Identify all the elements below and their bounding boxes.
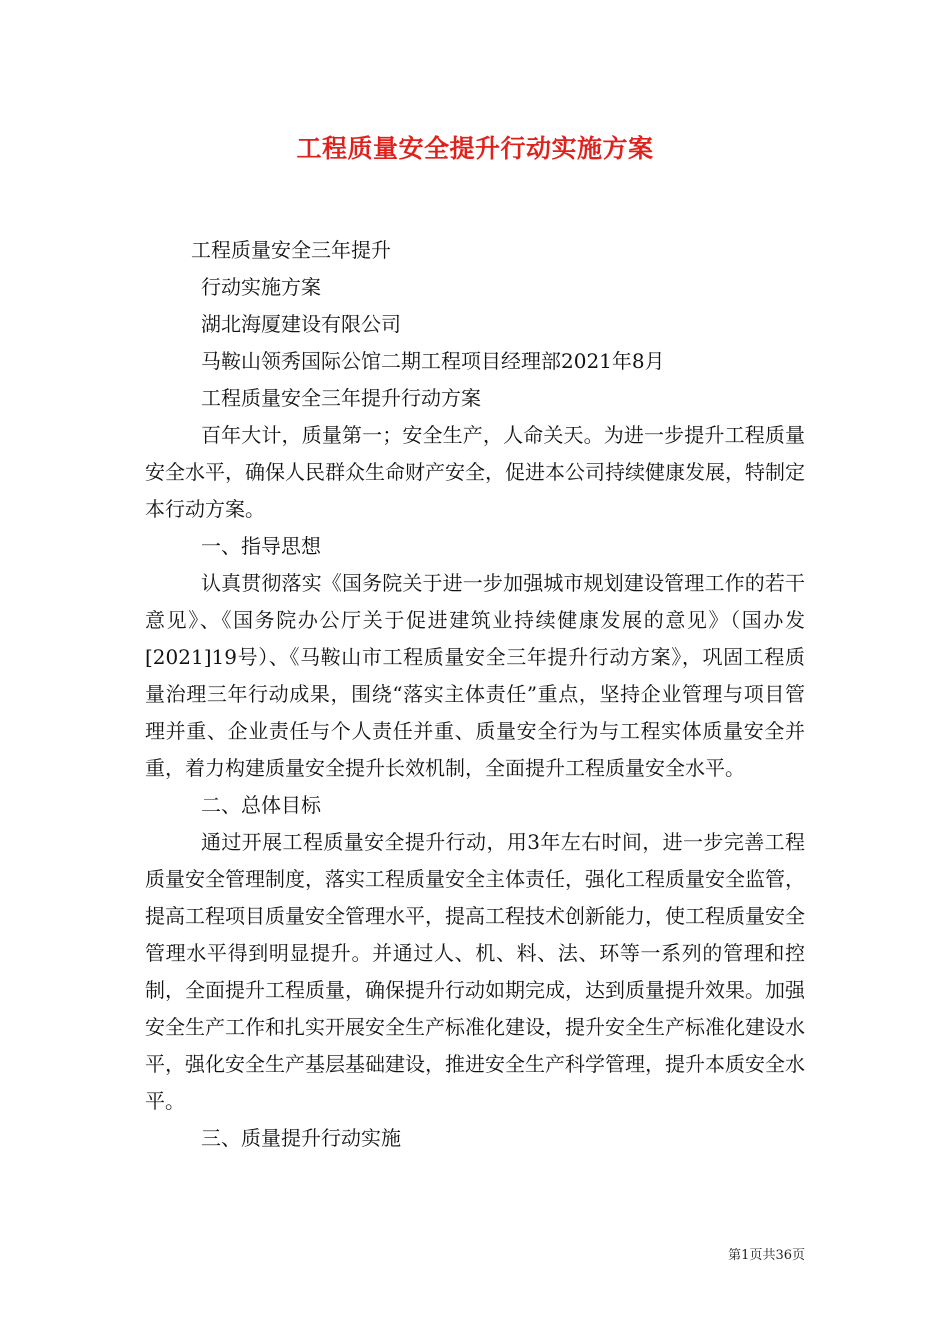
page-number: 第1页共36页 (728, 1248, 805, 1263)
header-line-1: 工程质量安全三年提升 (191, 238, 391, 262)
section-text-1: 认真贯彻落实《国务院关于进一步加强城市规划建设管理工作的若干意见》、《国务院办公厅关于促进建筑业持续健康发展的意见》（国办发[2021]19号）、《马鞍山市工程质量安全三年提升行动方案》，巩固工程质量治理三年行动成果，围绕“落实主体责任”重点，坚持企业管理与项目管理并重、企业责任与个人责任并重、质量安全行为与工程实体质量安全并重，着力构建质量安全提升长效机制，全面提升工程质量安全水平。 (145, 571, 805, 780)
section-heading-2: 二、总体目标 (201, 793, 321, 817)
document-title: 工程质量安全提升行动实施方案 (296, 134, 654, 163)
section-text-2: 通过开展工程质量安全提升行动，用3年左右时间，进一步完善工程质量安全管理制度，落实工程质量安全主体责任，强化工程质量安全监管，提高工程项目质量安全管理水平，提高工程技术创新能力，使工程质量安全管理水平得到明显提升。并通过人、机、料、法、环等一系列的管理和控制，全面提升工程质量，确保提升行动如期完成，达到质量提升效果。加强安全生产工作和扎实开展安全生产标准化建设，提升安全生产标准化建设水平，强化安全生产基层基础建设，推进安全生产科学管理，提升本质安全水平。 (145, 830, 805, 1113)
intro-paragraph: 百年大计，质量第一；安全生产，人命关天。为进一步提升工程质量安全水平，确保人民群众生命财产安全，促进本公司持续健康发展，特制定本行动方案。 (145, 423, 805, 521)
header-line-4: 马鞍山领秀国际公馆二期工程项目经理部2021年8月 (201, 349, 665, 373)
header-line-3: 湖北海厦建设有限公司 (201, 312, 401, 336)
section-heading-1: 一、指导思想 (201, 534, 321, 558)
header-line-2: 行动实施方案 (201, 275, 321, 299)
header-line-5: 工程质量安全三年提升行动方案 (201, 386, 481, 410)
section-heading-3: 三、质量提升行动实施 (201, 1126, 401, 1150)
document-body (145, 232, 805, 1157)
